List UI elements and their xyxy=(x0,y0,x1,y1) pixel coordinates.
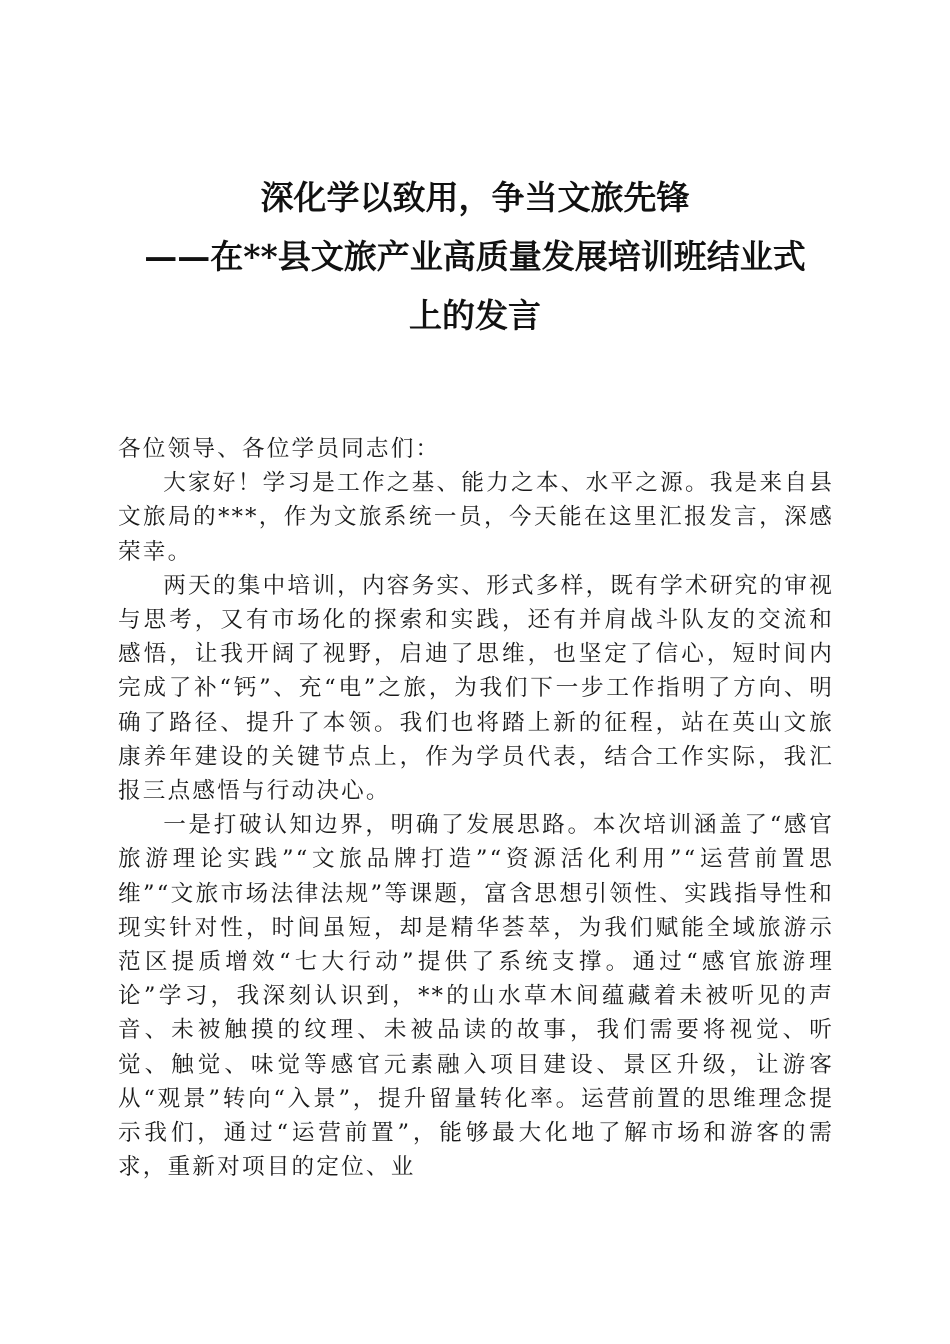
document-body xyxy=(118,432,834,1184)
title-line-2: ——在**县文旅产业高质量发展培训班结业式 xyxy=(144,237,806,276)
paragraph-greeting: 大家好！学习是工作之基、能力之本、水平之源。我是来自县文旅局的***，作为文旅系统一员，今天能在这里汇报发言，深感荣幸。 xyxy=(118,470,834,565)
document-title xyxy=(100,168,850,345)
title-line-1: 深化学以致用，争当文旅先锋 xyxy=(260,178,690,217)
title-line-3: 上的发言 xyxy=(409,296,541,335)
paragraph-point-one: 一是打破认知边界，明确了发展思路。本次培训涵盖了“感官旅游理论实践”“文旅品牌打造”“资源活化利用”“运营前置思维”“文旅市场法律法规”等课题，富含思想引领性、实践指导性和现实针对性，时间虽短，却是精华荟萃，为我们赋能全域旅游示范区提质增效“七大行动”提供了系统支撑。通过“感官旅游理论”学习，我深刻认识到，**的山水草木间蕴藏着未被听见的声音、未被触摸的纹理、未被品读的故事，我们需要将视觉、听觉、触觉、味觉等感官元素融入项目建设、景区升级，让游客从“观景”转向“入景”，提升留量转化率。运营前置的思维理念提示我们，通过“运营前置”，能够最大化地了解市场和游客的需求，重新对项目的定位、业 xyxy=(118,812,834,1181)
paragraph-training-summary: 两天的集中培训，内容务实、形式多样，既有学术研究的审视与思考，又有市场化的探索和实践，还有并肩战斗队友的交流和感悟，让我开阔了视野，启迪了思维，也坚定了信心，短时间内完成了补“钙”、充“电”之旅，为我们下一步工作指明了方向、明确了路径、提升了本领。我们也将踏上新的征程，站在英山文旅康养年建设的关键节点上，作为学员代表，结合工作实际，我汇报三点感悟与行动决心。 xyxy=(118,572,834,805)
salutation: 各位领导、各位学员同志们： xyxy=(118,436,441,462)
